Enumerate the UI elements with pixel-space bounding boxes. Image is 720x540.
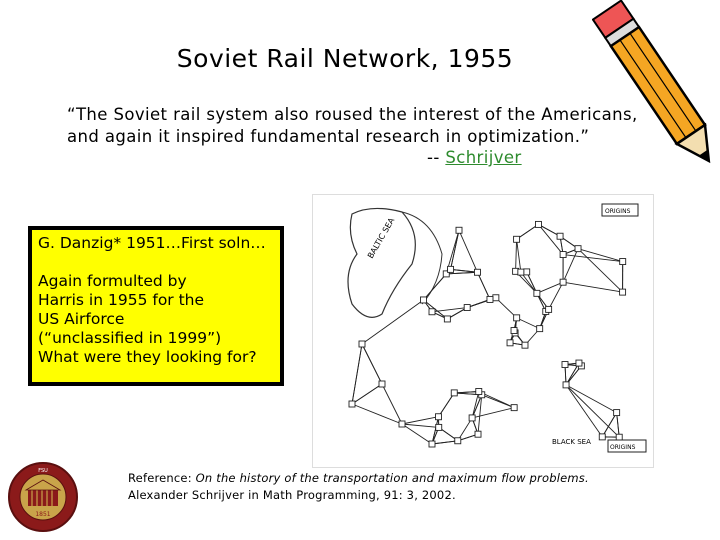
callout-line-6: What were they looking for? [38,348,257,366]
reference-prefix: Reference: [128,471,196,485]
slide-title: Soviet Rail Network, 1955 [176,44,514,73]
callout-line-3: Harris in 1955 for the [38,291,205,309]
reference-line-2: Alexander Schrijver in Math Programming, 91: 3, 2002. [128,488,456,502]
sea-label: BALTIC SEA [365,216,397,260]
map-label-top-right: ORIGINS [605,208,631,215]
quote-line-2: and again it inspired fundamental research in optimization.” [67,127,590,146]
callout-line-2: Again formulted by [38,272,187,290]
quote [67,104,667,148]
rail-network-map [312,194,654,468]
callout-line-4: US Airforce [38,310,125,328]
pencil-icon [592,0,720,176]
map-label-black-sea: BLACK SEA [552,438,591,446]
quote-attribution [427,148,522,167]
reference [128,470,589,504]
reference-title: On the history of the transportation and maximum flow problems. [195,471,589,485]
callout-line-5: (“unclassified in 1999”) [38,329,222,347]
attribution-link[interactable]: Schrijver [445,148,522,167]
svg-text:FSU: FSU [38,468,48,474]
svg-text:1851: 1851 [35,511,51,518]
callout-line-1: G. Danzig* 1951…First soln… [38,234,266,252]
reference-line-1 [128,470,589,487]
yellow-callout-box [28,226,284,386]
attribution-prefix: -- [427,148,446,167]
fsu-seal-logo [6,460,80,534]
quote-line-1: “The Soviet rail system also roused the interest of the Americans, [67,105,638,124]
map-label-bottom-right: ORIGINS [610,444,636,451]
